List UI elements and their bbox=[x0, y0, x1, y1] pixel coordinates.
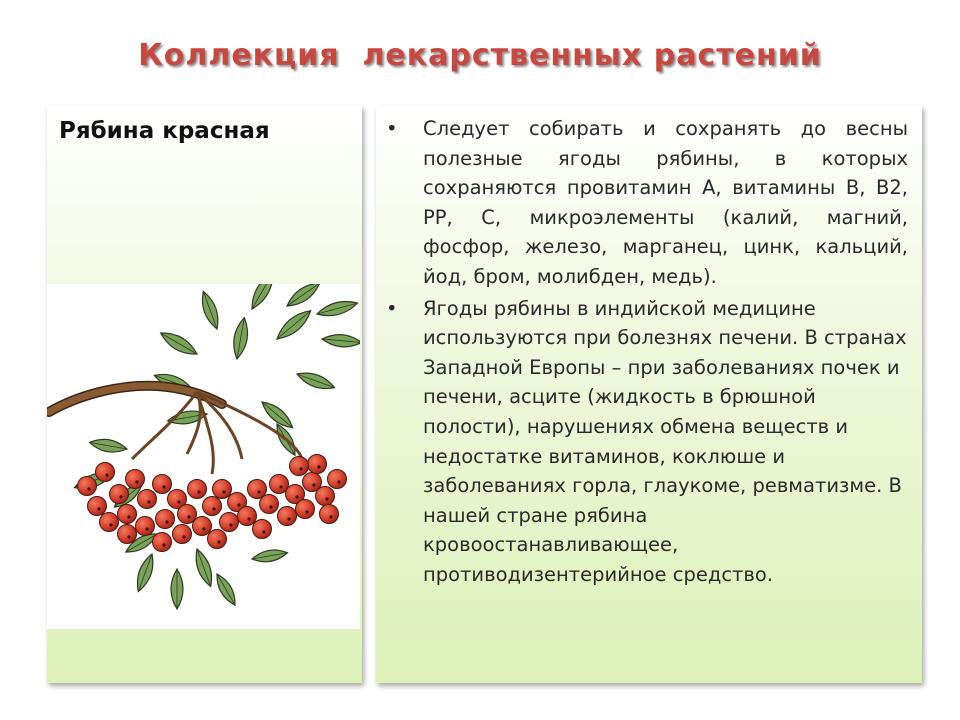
rowan-illustration bbox=[47, 284, 360, 629]
leaf-shape bbox=[133, 552, 158, 594]
berry-tip-shape bbox=[202, 527, 205, 530]
berry-tip-shape bbox=[257, 490, 260, 493]
berry-tip-shape bbox=[337, 480, 340, 483]
leaf-shape bbox=[295, 368, 337, 393]
description-list bbox=[386, 114, 908, 592]
berry-tip-shape bbox=[109, 523, 112, 526]
berry-shape bbox=[118, 525, 137, 544]
berry-shape bbox=[136, 517, 155, 536]
berry-tip-shape bbox=[295, 495, 298, 498]
berry-shape bbox=[308, 455, 327, 474]
leaf-shape bbox=[251, 547, 288, 564]
plant-name: Рябина красная bbox=[59, 118, 270, 144]
berry-shape bbox=[238, 507, 257, 526]
leaf-shape bbox=[247, 284, 278, 312]
berry-tip-shape bbox=[145, 527, 148, 530]
leaf-shape bbox=[198, 289, 223, 331]
leaf-shape bbox=[231, 317, 251, 361]
berry-tip-shape bbox=[317, 465, 320, 468]
list-item-text: Следует собирать и сохранять до весны полезные ягоды рябины, в которых сохраняются провитамин А, витамины В, В2, РР, С, микроэлементы (калий, магний, фосфор, железо, марганец, цинк, кальций, йод, бром, молибден, медь). bbox=[423, 117, 908, 288]
berry-shape bbox=[153, 533, 172, 552]
berry-shape bbox=[110, 485, 129, 504]
berry-tip-shape bbox=[105, 473, 108, 476]
berry-shape bbox=[153, 475, 172, 494]
berry-shape bbox=[78, 477, 97, 496]
berry-tip-shape bbox=[212, 507, 215, 510]
berry-tip-shape bbox=[222, 490, 225, 493]
berry-tip-shape bbox=[162, 485, 165, 488]
berry-shape bbox=[278, 507, 297, 526]
list-item bbox=[386, 294, 908, 590]
leaf-shape bbox=[315, 297, 359, 319]
berry-shape bbox=[290, 457, 309, 476]
berry-shape bbox=[100, 513, 119, 532]
rowan-branch-image bbox=[47, 284, 360, 629]
berry-shape bbox=[156, 510, 175, 529]
berry-tip-shape bbox=[312, 483, 315, 486]
berry-shape bbox=[328, 470, 347, 489]
berry-tip-shape bbox=[177, 500, 180, 503]
leaf-shape bbox=[191, 547, 216, 589]
berry-shape bbox=[188, 480, 207, 499]
berry-shape bbox=[96, 463, 115, 482]
berry-shape bbox=[208, 530, 227, 549]
berry-tip-shape bbox=[269, 505, 272, 508]
berry-shape bbox=[126, 470, 145, 489]
leaf-shape bbox=[157, 327, 200, 359]
leaf-shape bbox=[284, 284, 324, 311]
leaf-shape bbox=[273, 306, 315, 344]
berry-tip-shape bbox=[135, 480, 138, 483]
berry-tip-shape bbox=[229, 523, 232, 526]
berry-shape bbox=[138, 490, 157, 509]
berry-tip-shape bbox=[217, 540, 220, 543]
berry-shape bbox=[260, 495, 279, 514]
berry-shape bbox=[253, 520, 272, 539]
berry-tip-shape bbox=[287, 517, 290, 520]
berry-tip-shape bbox=[279, 485, 282, 488]
berry-shape bbox=[213, 480, 232, 499]
berry-shape bbox=[296, 500, 315, 519]
leaf-shape bbox=[212, 571, 240, 608]
berry-tip-shape bbox=[305, 510, 308, 513]
bullet-marker: • bbox=[386, 296, 398, 320]
berry-tip-shape bbox=[247, 517, 250, 520]
berry-tip-shape bbox=[262, 530, 265, 533]
berry-shape bbox=[193, 517, 212, 536]
berry-shape bbox=[320, 505, 339, 524]
list-item-text: Ягоды рябины в индийской медицине используются при болезнях печени. В странах Западной Европы – при заболеваниях почек и печени, асците (жидкость в брюшной полости), нарушениях обмена веществ и недостатке витаминов, коклюше и заболеваниях горла, глаукоме, ревматизме. В нашей стране рябина кровоостанавливающее, противодизентерийное средство. bbox=[423, 296, 907, 586]
berry-tip-shape bbox=[237, 503, 240, 506]
berry-tip-shape bbox=[97, 507, 100, 510]
berry-shape bbox=[118, 505, 137, 524]
leaf-shape bbox=[171, 569, 183, 609]
leaf-shape bbox=[89, 436, 129, 454]
description-card bbox=[376, 106, 922, 683]
slide-title: Коллекция лекарственных растений bbox=[138, 38, 822, 73]
berry-tip-shape bbox=[87, 487, 90, 490]
berry-tip-shape bbox=[325, 497, 328, 500]
berry-shape bbox=[220, 513, 239, 532]
berry-tip-shape bbox=[127, 535, 130, 538]
berry-shape bbox=[173, 525, 192, 544]
leaf-shape bbox=[321, 333, 360, 348]
berry-tip-shape bbox=[162, 543, 165, 546]
berry-tip-shape bbox=[187, 515, 190, 518]
berry-tip-shape bbox=[147, 500, 150, 503]
plant-card bbox=[47, 106, 362, 683]
list-item bbox=[386, 114, 908, 292]
berry-tip-shape bbox=[127, 515, 130, 518]
berry-tip-shape bbox=[119, 495, 122, 498]
stem-shape bbox=[132, 392, 197, 459]
berry-shape bbox=[316, 487, 335, 506]
berry-tip-shape bbox=[299, 467, 302, 470]
berry-tip-shape bbox=[197, 490, 200, 493]
berry-tip-shape bbox=[329, 515, 332, 518]
berry-shape bbox=[88, 497, 107, 516]
berry-shape bbox=[203, 497, 222, 516]
berry-tip-shape bbox=[182, 535, 185, 538]
berry-tip-shape bbox=[165, 520, 168, 523]
bullet-marker: • bbox=[386, 117, 398, 140]
